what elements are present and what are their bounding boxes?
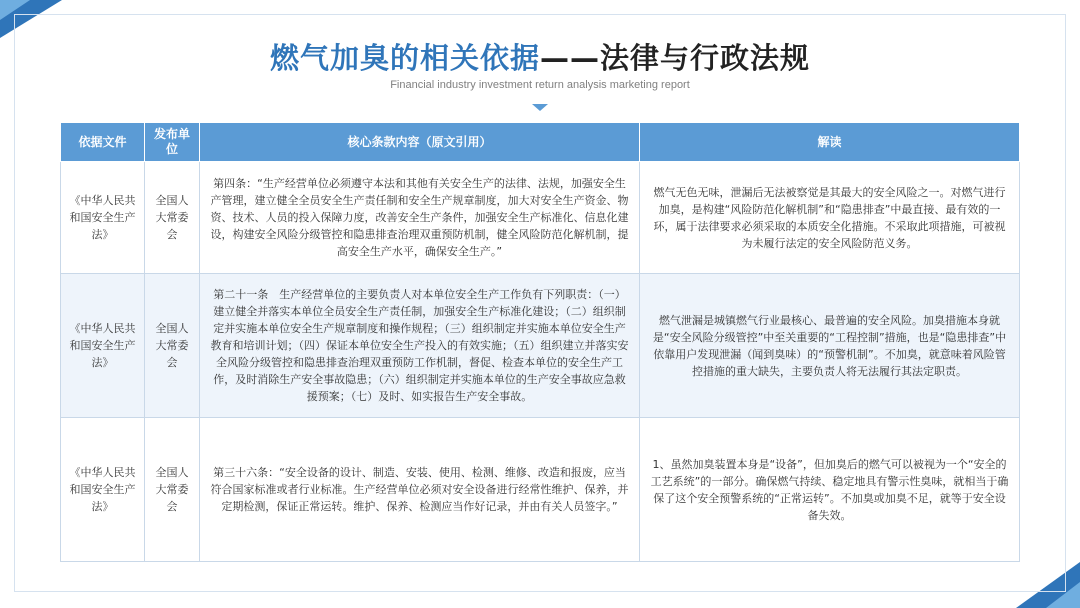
cell-interpretation: 燃气泄漏是城镇燃气行业最核心、最普遍的安全风险。加臭措施本身就是“安全风险分级管控”中至关重要的“工程控制”措施，也是“隐患排查”中依靠用户发现泄漏（闻到臭味）的“预警机制”。不加臭，就意味着风险管控措施的重大缺失，主要负责人将无法履行其法定职责。 (640, 274, 1020, 418)
table-row (61, 162, 1020, 274)
header-document: 依据文件 (61, 123, 145, 162)
header-issuer: 发布单位 (145, 123, 200, 162)
page-title (0, 36, 1080, 77)
cell-clause: 第三十六条：“安全设备的设计、制造、安装、使用、检测、维修、改造和报废，应当符合国家标准或者行业标准。生产经营单位必须对安全设备进行经常性维护、保养，并定期检测，保证正常运转。维护、保养、检测应当作好记录，并由有关人员签字。” (200, 418, 640, 562)
table-row (61, 274, 1020, 418)
cell-document: 《中华人民共和国安全生产法》 (61, 418, 145, 562)
cell-document: 《中华人民共和国安全生产法》 (61, 162, 145, 274)
cell-issuer: 全国人大常委会 (145, 274, 200, 418)
table-row (61, 418, 1020, 562)
cell-issuer: 全国人大常委会 (145, 162, 200, 274)
cell-document: 《中华人民共和国安全生产法》 (61, 274, 145, 418)
title-rest: ——法律与行政法规 (540, 41, 811, 75)
cell-clause: 第四条：“生产经营单位必须遵守本法和其他有关安全生产的法律、法规，加强安全生产管理，建立健全全员安全生产责任制和安全生产规章制度，加大对安全生产资金、物资、技术、人员的投入保障力度，改善安全生产条件，加强安全生产标准化、信息化建设，构建安全风险分级管控和隐患排查治理双重预防机制，健全风险防范化解机制，提高安全生产水平，确保安全生产。” (200, 162, 640, 274)
page-subtitle: Financial industry investment return analysis marketing report (390, 79, 690, 91)
table-header-row (61, 123, 1020, 162)
down-arrow-icon (532, 104, 548, 111)
header-clause: 核心条款内容（原文引用） (200, 123, 640, 162)
cell-clause: 第二十一条 生产经营单位的主要负责人对本单位安全生产工作负有下列职责：（一）建立健全并落实本单位全员安全生产责任制，加强安全生产标准化建设；（二）组织制定并实施本单位安全生产规章制度和操作规程；（三）组织制定并实施本单位安全生产教育和培训计划；（四）保证本单位安全生产投入的有效实施；（五）组织建立并落实安全风险分级管控和隐患排查治理双重预防工作机制，督促、检查本单位的安全生产工作，及时消除生产安全事故隐患；（六）组织制定并实施本单位的生产安全事故应急救援预案；（七）及时、如实报告生产安全事故。 (200, 274, 640, 418)
legal-basis-table (60, 122, 1020, 562)
header-interpretation: 解读 (640, 123, 1020, 162)
cell-interpretation: 1、虽然加臭装置本身是“设备”，但加臭后的燃气可以被视为一个“安全的工艺系统”的一部分。确保燃气持续、稳定地具有警示性臭味，就相当于确保了这个安全预警系统的“正常运转”。不加臭或加臭不足，就等于安全设备失效。 (640, 418, 1020, 562)
title-highlight: 燃气加臭的相关依据 (269, 41, 540, 75)
cell-issuer: 全国人大常委会 (145, 418, 200, 562)
cell-interpretation: 燃气无色无味，泄漏后无法被察觉是其最大的安全风险之一。对燃气进行加臭，是构建“风险防范化解机制”和“隐患排查”中最直接、最有效的一环，属于法律要求必须采取的本质安全化措施。不采取此项措施，可被视为未履行法定的安全风险防范义务。 (640, 162, 1020, 274)
